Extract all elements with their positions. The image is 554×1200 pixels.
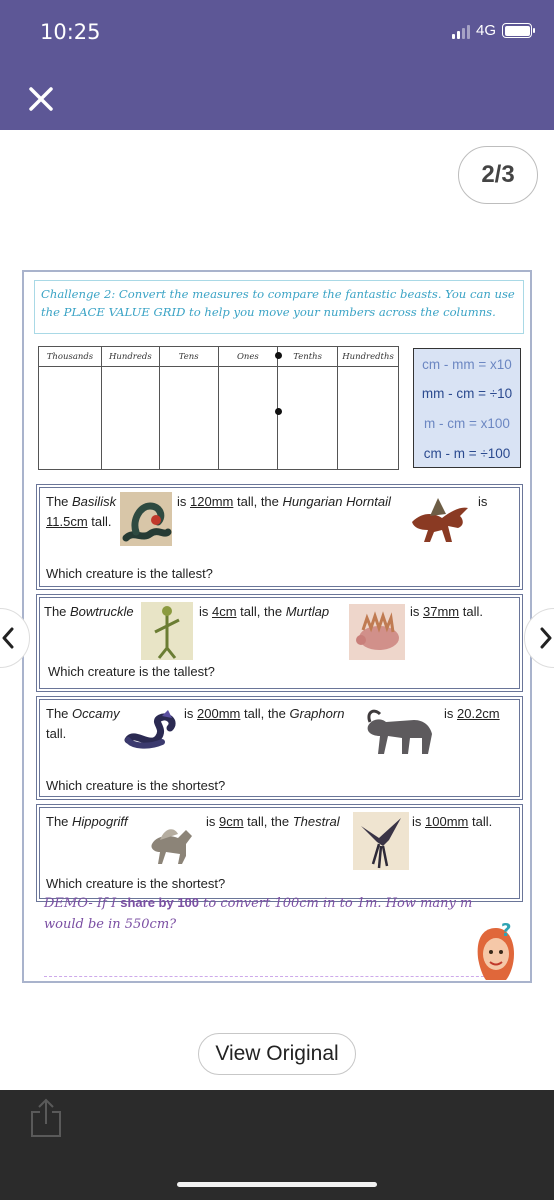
conversion-cm-m: cm - m = ÷100 [423, 446, 511, 461]
grid-header-ones: Ones [218, 347, 278, 367]
signal-icon [452, 23, 470, 39]
grid-header-tens: Tens [159, 347, 218, 367]
measure-bowtruckle: 4cm [212, 604, 237, 619]
answer-line [44, 976, 499, 977]
conversion-key [413, 348, 521, 468]
question-2-prompt: Which creature is the tallest? [48, 664, 215, 679]
grid-header-tenths: Tenths [278, 347, 338, 367]
battery-icon [502, 23, 532, 38]
decimal-point-middle [275, 408, 282, 415]
close-icon[interactable] [28, 86, 54, 112]
status-indicators [452, 22, 532, 39]
worksheet-image [22, 270, 532, 983]
measure-basilisk: 120mm [190, 494, 234, 509]
question-card-1: The Basilisk is 120mm tall, the Hungarian Horntail is 11.5cm tall. Which creature is the tallest? [36, 484, 523, 590]
bowtruckle-image [141, 602, 193, 660]
view-original-button[interactable]: View Original [198, 1033, 356, 1075]
bottom-toolbar [0, 1090, 554, 1200]
challenge-instructions: Challenge 2: Convert the measures to compare the fantastic beasts. You can use the PLACE VALUE GRID to help you move your numbers across the columns. [34, 280, 524, 334]
grid-cell [278, 367, 338, 470]
grid-cell [39, 367, 102, 470]
question-mark-icon: ? [501, 920, 512, 941]
grid-cell [159, 367, 218, 470]
hippogriff-image [142, 822, 198, 866]
decimal-point-top [275, 352, 282, 359]
question-1-text: The Basilisk [46, 494, 117, 509]
measure-hippogriff: 9cm [219, 814, 244, 829]
question-card-4: The Hippogriff is 9cm tall, the Thestral is 100mm tall. Which creature is the shortest? [36, 804, 523, 902]
measure-horntail: 11.5cm [46, 514, 88, 529]
question-4-prompt: Which creature is the shortest? [46, 876, 226, 891]
measure-murtlap: 37mm [423, 604, 460, 619]
conversion-mm-cm: mm - cm = ÷10 [421, 386, 513, 401]
question-1-prompt: Which creature is the tallest? [46, 566, 213, 581]
teacher-avatar [472, 920, 520, 982]
place-value-grid [38, 346, 399, 470]
occamy-image [122, 708, 182, 750]
chevron-left-icon [1, 627, 15, 649]
thestral-image [353, 812, 409, 870]
chevron-right-icon [539, 627, 553, 649]
page-indicator: 2/3 [458, 146, 538, 204]
grid-cell [338, 367, 399, 470]
hungarian-horntail-image [408, 492, 472, 546]
question-card-2: The Bowtruckle is 4cm tall, the Murtlap is 37mm tall. Which creature is the tallest? [36, 594, 523, 692]
question-card-3: The Occamy is 200mm tall, the Graphorn is 20.2cm tall. Which creature is the shortest? [36, 696, 523, 800]
grid-cell [218, 367, 278, 470]
grid-header-hundreds: Hundreds [101, 347, 159, 367]
murtlap-image [349, 604, 405, 660]
measure-graphorn: 20.2cm [457, 706, 500, 721]
measure-occamy: 200mm [197, 706, 241, 721]
share-icon[interactable] [30, 1098, 62, 1138]
conversion-m-cm: m - cm = x100 [424, 416, 510, 431]
question-3-prompt: Which creature is the shortest? [46, 778, 226, 793]
network-type: 4G [475, 22, 496, 39]
grid-header-thousands: Thousands [39, 347, 102, 367]
status-time: 10:25 [40, 20, 101, 44]
measure-thestral: 100mm [425, 814, 469, 829]
grid-cell [101, 367, 159, 470]
basilisk-image [120, 492, 172, 546]
demo-prompt: DEMO- If I share by 100 to convert 100cm in to 1m. How many m would be in 550cm? [44, 895, 473, 932]
conversion-cm-mm: cm - mm = x10 [422, 357, 512, 372]
grid-header-hundredths: Hundredths [338, 347, 399, 367]
app-header [0, 0, 554, 130]
home-indicator [177, 1182, 377, 1187]
graphorn-image [358, 704, 440, 758]
